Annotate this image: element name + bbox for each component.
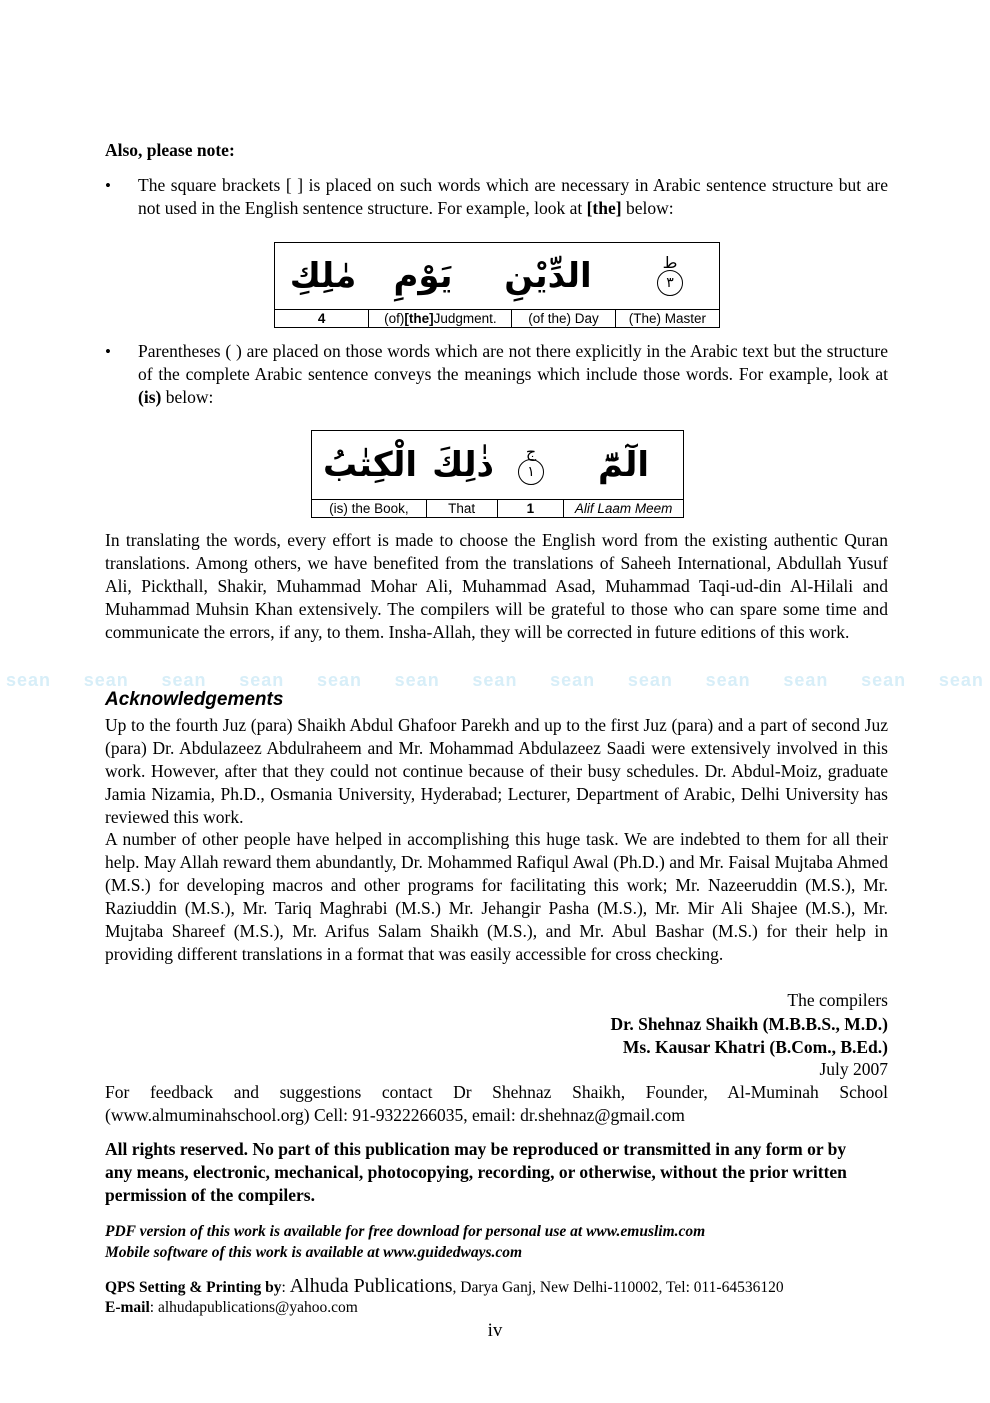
pdf-availability-note: PDF version of this work is available for free download for personal use at www.emuslim.com: [105, 1223, 706, 1240]
watermark-text: sean: [783, 670, 829, 690]
watermark-text: sean: [938, 670, 984, 690]
compiler-name-1: Dr. Shehnaz Shaikh (M.B.B.S., M.D.): [610, 1014, 888, 1034]
bullet1-text: The square brackets [ ] is placed on such words which are necessary in Arabic sentence structure but are not used in the English sentence structure. For example, look at: [138, 175, 888, 218]
gloss-cell: (is) the Book,: [312, 500, 427, 517]
gloss-text: Judgment.: [433, 311, 497, 326]
gloss-cell: [369, 310, 512, 327]
watermark-text: sean: [239, 670, 285, 690]
watermark-text: sean: [472, 670, 518, 690]
signature-date: July 2007: [819, 1059, 888, 1079]
acknowledgements-paragraph-1: Up to the fourth Juz (para) Shaikh Abdul Ghafoor Parekh and up to the first Juz (para) and a part of second Juz (para) Dr. Abdulazeez Abdulraheem and Mr. Mohammad Abdulazeez Saadi were extensively involved in this work. However, after that they could not continue because of their busy schedules. Dr. Abdul-Moiz, graduate Jamia Nizamia, Ph.D., Osmania University, Hyderabad; Lecturer, Department of Arabic, Delhi University has reviewed this work.: [105, 715, 888, 827]
compiler-name-2: Ms. Kausar Khatri (B.Com., B.Ed.): [622, 1037, 888, 1057]
feedback-paragraph: For feedback and suggestions contact Dr Shehnaz Shaikh, Founder, Al-Muminah School (www.almuminahschool.org) Cell: 91-9322266035, email: dr.shehnaz@gmail.com: [105, 1082, 888, 1125]
arabic-row: [275, 243, 719, 310]
watermark-text: sean: [316, 670, 362, 690]
watermark-text: sean: [6, 670, 52, 690]
ayah-marker: [498, 431, 564, 499]
english-row: [312, 500, 683, 517]
ayah-number-circle: ٣: [657, 270, 683, 296]
gloss-cell: (of the) Day: [512, 310, 615, 327]
bullet2-tail: below:: [161, 387, 214, 407]
waqf-sign: ط: [662, 253, 678, 272]
bullet-parentheses: [138, 340, 888, 409]
arabic-word: ذٰلِكَ: [432, 445, 494, 485]
bullet-marker: •: [105, 176, 111, 195]
ayah-marker: [621, 243, 719, 309]
arabic-word: الٓمّٓ: [597, 445, 650, 485]
english-row: [275, 310, 719, 327]
acknowledgements-heading: Acknowledgements: [105, 689, 284, 710]
gloss-text: (of): [384, 311, 405, 326]
watermark-text: sean: [861, 670, 907, 690]
page-number: iv: [487, 1320, 503, 1341]
publisher-email: : alhudapublications@yahoo.com: [149, 1299, 358, 1316]
email-label: E-mail: [105, 1299, 150, 1316]
arabic-word: مٰلِكِ: [289, 256, 357, 296]
watermark-text: sean: [394, 670, 440, 690]
watermark-text: sean: [627, 670, 673, 690]
gloss-cell: 4: [275, 310, 369, 327]
example-table-2: [311, 430, 684, 518]
bullet2-text: Parentheses ( ) are placed on those words which are not there explicitly in the Arabic text but the structure of the complete Arabic sentence conveys the meanings which include those words. For example, look at: [138, 341, 888, 384]
ayah-number-circle: ١: [518, 459, 544, 485]
watermark-text: sean: [83, 670, 129, 690]
watermark-text: sean: [705, 670, 751, 690]
mobile-availability-note: Mobile software of this work is available at www.guidedways.com: [105, 1244, 523, 1261]
bullet2-bold: (is): [138, 387, 162, 407]
bullet-marker: •: [105, 342, 111, 361]
arabic-word: الْكِتٰبُ: [322, 445, 418, 485]
acknowledgements-paragraph-2: A number of other people have helped in accomplishing this huge task. We are indebted to them for all their help. May Allah reward them abundantly, Dr. Mohammed Rafiqul Awal (Ph.D.) and Mr. Faisal Mujtaba Ahmed (M.S.) for developing macros and other programs for facilitating this work; Mr. Nazeeruddin (M.S.), Mr. Raziuddin (M.S.), Mr. Tariq Maghrabi (M.S.) Mr. Jehangir Pasha (M.S.), Mr. Mir Ali Shajee (M.S.), Mr. Mujtaba Shareef (M.S.), Mr. Arifus Salam Shaikh (M.S.), and Mr. Abul Bashar (M.S.) for their help in providing different translations in a format that was easily accessible for cross checking.: [105, 829, 888, 964]
watermark-text: sean: [550, 670, 596, 690]
bullet-square-brackets: [138, 174, 888, 220]
bullet1-tail: below:: [621, 198, 674, 218]
publisher-address: , Darya Ganj, New Delhi-110002, Tel: 011-64536120: [452, 1279, 784, 1296]
printer-colon: :: [281, 1279, 290, 1296]
watermark-text: sean: [161, 670, 207, 690]
bullet1-bold: [the]: [586, 198, 622, 218]
gloss-cell: Alif Laam Meem: [574, 501, 673, 516]
gloss-cell: That: [427, 500, 498, 517]
translation-paragraph: In translating the words, every effort is made to choose the English word from the existing authentic Quran translations. Among others, we have benefited from the translations of Saheeh International, Abdullah Yusuf Ali, Pickthall, Shakir, Muhammad Mohar Ali, Muhammad Asad, Muhammad Taqi-ud-din Al-Hilali and Muhammad Muhsin Khan extensively. The compilers will be grateful to those who can spare some time and communicate the errors, if any, to them. Insha-Allah, they will be corrected in future editions of this work.: [105, 530, 888, 642]
publisher-email-line: [105, 1297, 358, 1319]
note-heading: Also, please note:: [105, 140, 235, 160]
arabic-row: [312, 431, 683, 500]
gloss-cell: (The) Master: [628, 311, 706, 326]
rights-notice: All rights reserved. No part of this publication may be reproduced or transmitted in any form or by any means, electronic, mechanical, photocopying, recording, or otherwise, without the prior written permission of the compilers.: [105, 1139, 847, 1205]
gloss-bold: [the]: [404, 311, 434, 326]
arabic-word: الدِّيْنِ: [504, 256, 592, 296]
gloss-cell: 1: [498, 500, 565, 517]
example-table-1: [274, 242, 720, 328]
waqf-sign: ج: [525, 442, 537, 461]
printer-credit: [105, 1275, 784, 1299]
signature-line: The compilers: [787, 990, 888, 1010]
publisher-name: Alhuda Publications: [289, 1275, 453, 1297]
printer-label: QPS Setting & Printing by: [105, 1279, 282, 1296]
arabic-word: يَوْمِ: [393, 256, 453, 296]
